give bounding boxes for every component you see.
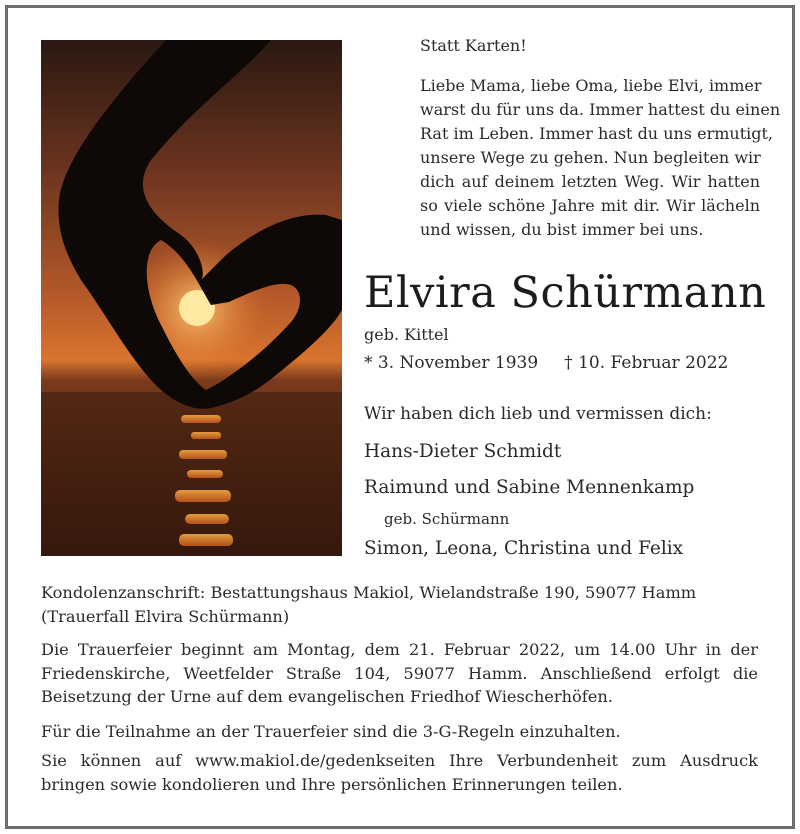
heart-hands-sunset-image: [41, 40, 342, 556]
intro-line: so viele schöne Jahre mit dir. Wir lächeln: [420, 196, 760, 215]
condolence-address: [41, 581, 758, 628]
ceremony-line: Die Trauerfeier beginnt am Montag, dem 21. Februar 2022, um 14.00 Uhr in der: [41, 640, 758, 659]
mourners-intro: Wir haben dich lieb und vermissen dich:: [364, 404, 712, 424]
online-condolence: [41, 749, 758, 796]
sunset-heart-photo: [41, 40, 342, 556]
ceremony-line: Friedenskirche, Weetfelder Straße 104, 59077 Hamm. Anschließend erfolgt die: [41, 663, 758, 683]
mourner-line-1: Hans-Dieter Schmidt: [364, 441, 562, 462]
ceremony-info: [41, 638, 758, 709]
maiden-name: geb. Kittel: [364, 325, 449, 344]
intro-line: Liebe Mama, liebe Oma, liebe Elvi, immer: [420, 76, 762, 95]
online-line: Sie können auf www.makiol.de/gedenkseiten Ihre Verbundenheit zum Ausdruck: [41, 751, 758, 770]
ceremony-line: Beisetzung der Urne auf dem evangelischen Friedhof Wiescherhöfen.: [41, 687, 613, 706]
mourner-line-3: Simon, Leona, Christina und Felix: [364, 538, 684, 559]
online-line: bringen sowie kondolieren und Ihre persönlichen Erinnerungen teilen.: [41, 774, 623, 794]
intro-line: Rat im Leben. Immer hast du uns ermutigt,: [420, 124, 773, 143]
deceased-name: Elvira Schürmann: [364, 268, 767, 318]
birth-date: * 3. November 1939: [364, 353, 539, 373]
intro-line: und wissen, du bist immer bei uns.: [420, 220, 704, 239]
intro-line: unsere Wege zu gehen. Nun begleiten wir: [420, 148, 761, 167]
condolence-line: (Trauerfall Elvira Schürmann): [41, 606, 290, 626]
intro-heading: Statt Karten!: [420, 36, 527, 55]
life-dates: [364, 353, 728, 373]
covid-rules: [41, 720, 758, 744]
death-date: † 10. Februar 2022: [564, 353, 729, 373]
intro-text: [420, 34, 781, 242]
intro-line: dich auf deinem letzten Weg. Wir hatten: [420, 172, 760, 191]
condolence-line: Kondolenzanschrift: Bestattungshaus Makiol, Wielandstraße 190, 59077 Hamm: [41, 583, 697, 602]
intro-line: warst du für uns da. Immer hattest du einen: [420, 100, 781, 119]
mourner-line-2: Raimund und Sabine Mennenkamp: [364, 477, 695, 498]
rules-line: Für die Teilnahme an der Trauerfeier sind die 3-G-Regeln einzuhalten.: [41, 722, 621, 741]
mourner-line-2-maiden: geb. Schürmann: [384, 510, 510, 528]
